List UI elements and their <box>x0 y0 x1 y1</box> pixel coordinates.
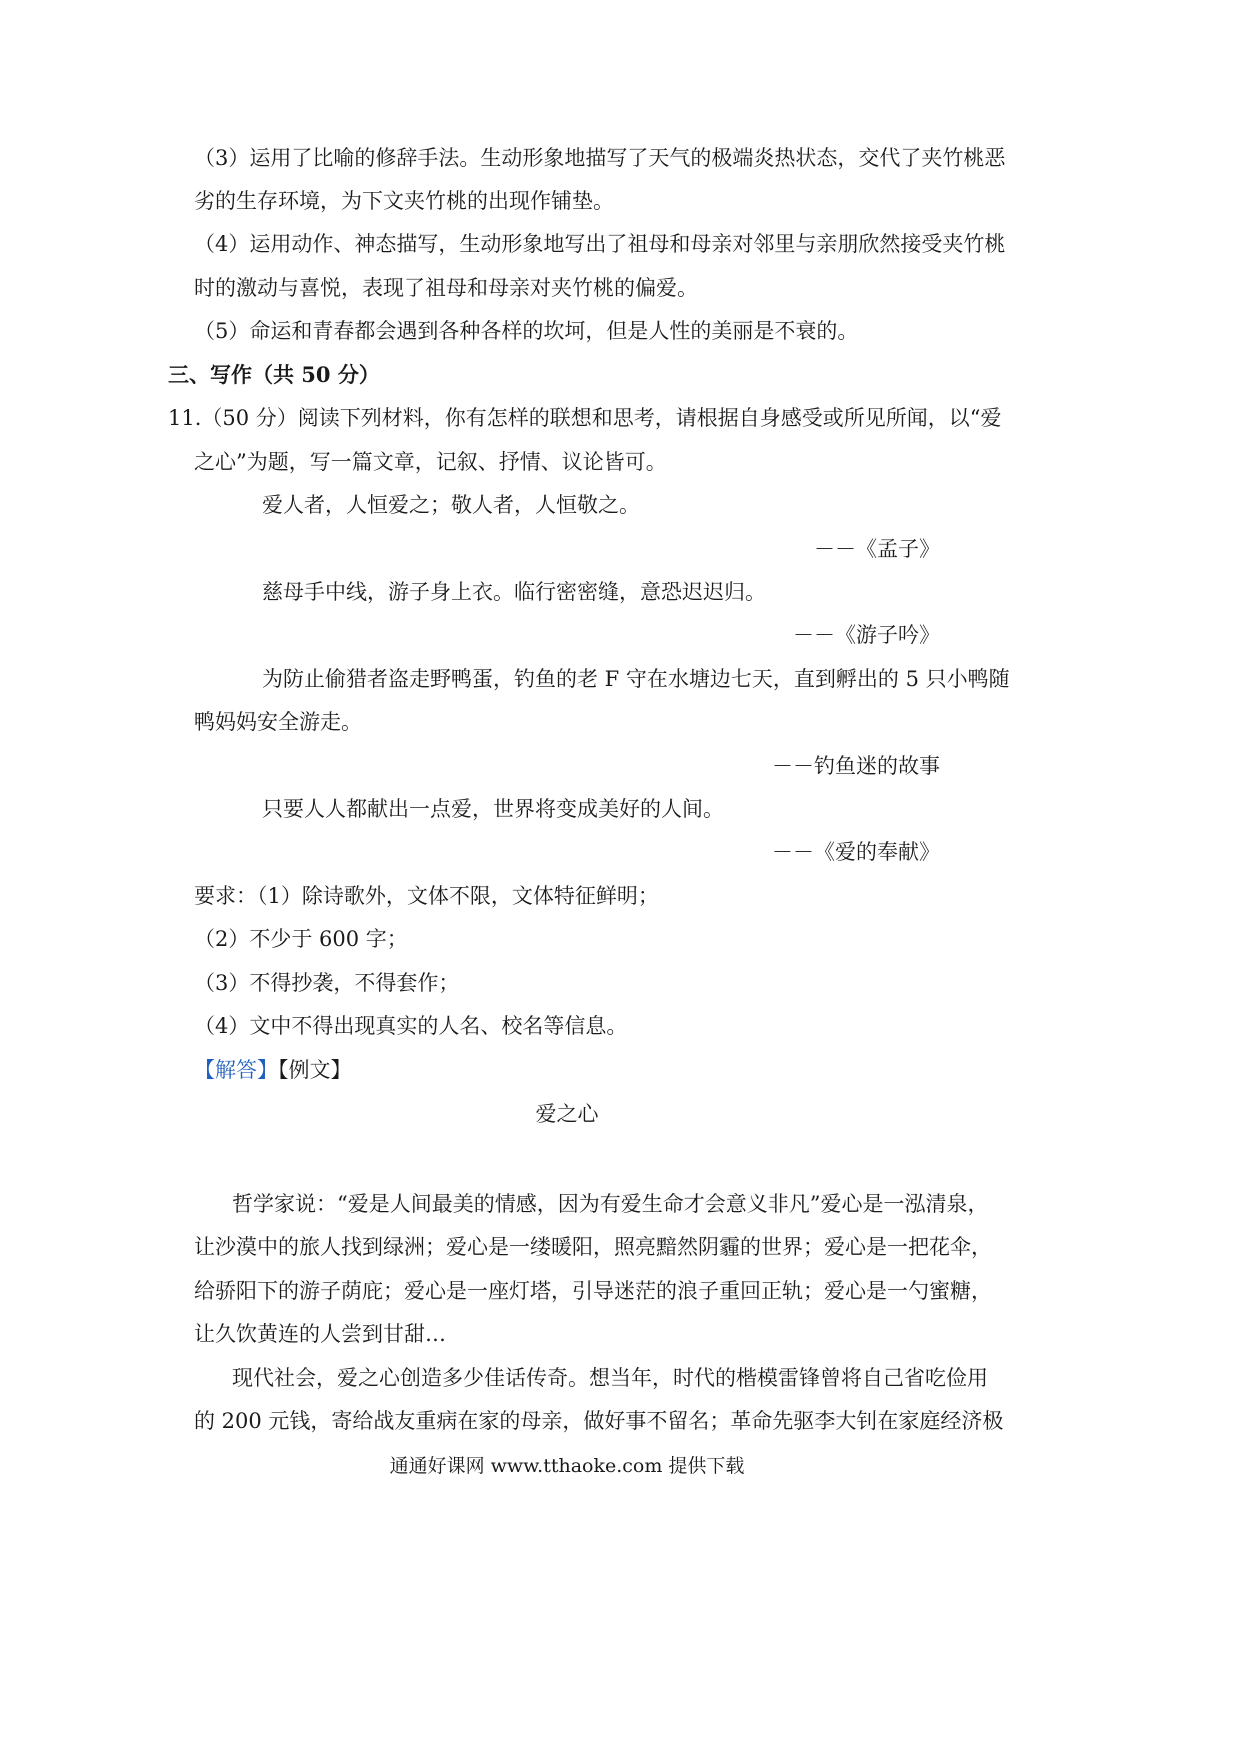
solution-header <box>194 1055 352 1085</box>
essay-p2-line2: 的 200 元钱，寄给战友重病在家的母亲，做好事不留名；革命先驱李大钊在家庭经济极 <box>194 1409 1004 1433</box>
answer-q3-line1: （3）运用了比喻的修辞手法。生动形象地描写了天气的极端炎热状态，交代了夹竹桃恶 <box>194 146 1006 170</box>
quote-fishing-line1: 为防止偷猎者盗走野鸭蛋，钓鱼的老 F 守在水塘边七天，直到孵出的 5 只小鸭随 <box>262 667 1010 691</box>
source-dedication: －－《爱的奉献》 <box>772 840 940 864</box>
question-prompt-line2: 之心”为题，写一篇文章，记叙、抒情、议论皆可。 <box>194 450 667 474</box>
example-label: 【例文】 <box>278 1058 352 1082</box>
source-fishing: －－钓鱼迷的故事 <box>772 754 940 778</box>
essay-p1-line1: 哲学家说：“爱是人间最美的情感，因为有爱生命才会意义非凡”爱心是一泓清泉， <box>232 1192 989 1216</box>
quote-youziyin: 慈母手中线，游子身上衣。临行密密缝，意恐迟迟归。 <box>262 580 766 604</box>
requirement-3: （3）不得抄袭，不得套作； <box>194 971 460 995</box>
requirement-2: （2）不少于 600 字； <box>194 927 408 951</box>
essay-p2-line1: 现代社会，爱之心创造多少佳话传奇。想当年，时代的楷模雷锋曾将自己省吃俭用 <box>232 1366 988 1390</box>
essay-p1-line3: 给骄阳下的游子荫庇；爱心是一座灯塔，引导迷茫的浪子重回正轨；爱心是一勺蜜糖， <box>194 1279 992 1303</box>
answer-q3-line2: 劣的生存环境，为下文夹竹桃的出现作铺垫。 <box>194 189 614 213</box>
essay-p1-line4: 让久饮黄连的人尝到甘甜… <box>194 1322 446 1346</box>
answer-q5-line1: （5）命运和青春都会遇到各种各样的坎坷，但是人性的美丽是不衰的。 <box>194 319 859 343</box>
answer-q4-line2: 时的激动与喜悦，表现了祖母和母亲对夹竹桃的偏爱。 <box>194 276 698 300</box>
solution-tag: 【解答】 <box>194 1058 278 1082</box>
essay-p1-line2: 让沙漠中的旅人找到绿洲；爱心是一缕暖阳，照亮黯然阴霾的世界；爱心是一把花伞， <box>194 1235 992 1259</box>
source-mencius: －－《孟子》 <box>814 537 940 561</box>
question-prompt-line1: 11.（50 分）阅读下列材料，你有怎样的联想和思考，请根据自身感受或所见所闻，以“爱 <box>168 406 1002 430</box>
quote-fishing-line2: 鸭妈妈安全游走。 <box>194 710 362 734</box>
quote-mencius: 爱人者，人恒爱之；敬人者，人恒敬之。 <box>262 493 640 517</box>
quote-dedication: 只要人人都献出一点爱，世界将变成美好的人间。 <box>262 797 724 821</box>
essay-title: 爱之心 <box>535 1102 599 1126</box>
source-youziyin: －－《游子吟》 <box>793 623 940 647</box>
requirement-1: 要求：（1）除诗歌外，文体不限，文体特征鲜明； <box>194 884 659 908</box>
answer-q4-line1: （4）运用动作、神态描写，生动形象地写出了祖母和母亲对邻里与亲朋欣然接受夹竹桃 <box>194 232 1006 256</box>
section-heading: 三、写作（共 50 分） <box>168 362 380 387</box>
requirement-4: （4）文中不得出现真实的人名、校名等信息。 <box>194 1014 628 1038</box>
page-footer: 通通好课网 www.tthaoke.com 提供下载 <box>389 1455 745 1477</box>
